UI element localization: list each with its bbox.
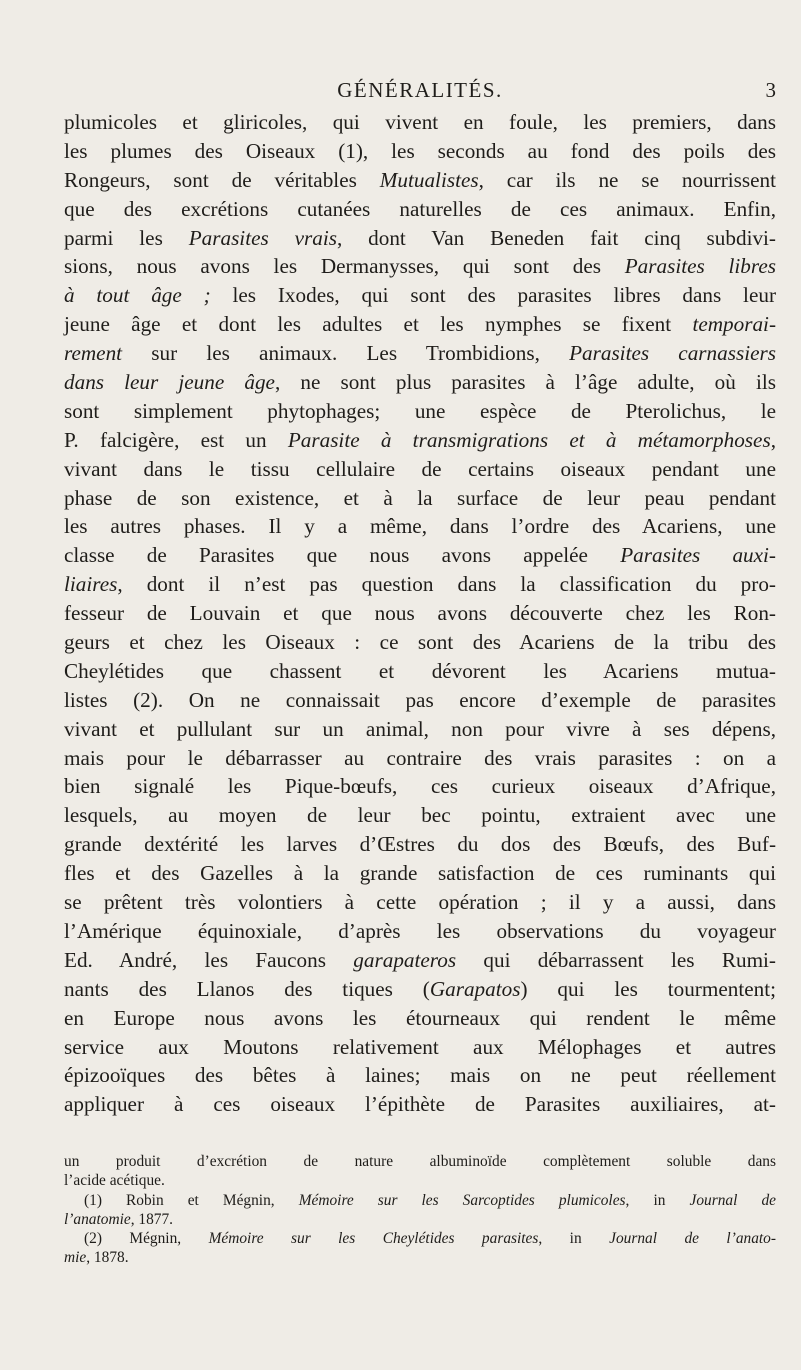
italic-text: Parasites auxi- bbox=[620, 543, 776, 568]
text-segment: Cheylétides que chassent et dévorent les Acariens mutua- bbox=[64, 658, 776, 683]
text-segment: , 1877. bbox=[130, 1210, 174, 1228]
text-segment: épizooïques des bêtes à laines; mais on ne peut réellement bbox=[64, 1063, 776, 1088]
text-line bbox=[64, 368, 776, 397]
page-header bbox=[64, 78, 776, 104]
text-line bbox=[64, 252, 776, 281]
text-line bbox=[64, 310, 776, 339]
italic-text: Garapatos bbox=[429, 976, 521, 1001]
text-line bbox=[64, 975, 776, 1004]
text-line bbox=[64, 137, 776, 166]
text-line bbox=[64, 888, 776, 917]
italic-text: Parasites libres bbox=[624, 254, 776, 279]
text-segment: grande dextérité les larves d’Œstres du dos des Bœufs, des Buf- bbox=[64, 832, 776, 857]
text-segment: P. falcigère, est un bbox=[64, 427, 288, 452]
text-segment: , car ils ne se nourrissent bbox=[478, 167, 777, 192]
text-segment: vivant et pullulant sur un animal, non pour vivre à ses dépens, bbox=[64, 716, 776, 741]
text-line bbox=[64, 166, 776, 195]
italic-text: temporai- bbox=[692, 312, 776, 337]
text-segment: les Ixodes, qui sont des parasites libres dans leur bbox=[210, 283, 776, 308]
text-line bbox=[64, 339, 776, 368]
text-line bbox=[64, 599, 776, 628]
footnotes bbox=[64, 1152, 776, 1268]
text-segment: les plumes des Oiseaux (1), les seconds au fond des poils des bbox=[64, 138, 776, 163]
text-line bbox=[64, 686, 776, 715]
text-segment: jeune âge et dont les adultes et les nymphes se fixent bbox=[64, 312, 693, 337]
text-line bbox=[64, 1004, 776, 1033]
text-segment: un produit d’excrétion de nature albuminoïde complètement soluble dans bbox=[64, 1153, 776, 1170]
text-line bbox=[64, 1090, 776, 1119]
text-line bbox=[64, 744, 776, 773]
main-text bbox=[64, 108, 776, 1119]
text-segment: nants des Llanos des tiques ( bbox=[64, 976, 430, 1001]
text-segment: , in bbox=[538, 1230, 610, 1248]
italic-text: liaires bbox=[64, 572, 118, 597]
text-line bbox=[64, 1061, 776, 1090]
text-segment: geurs et chez les Oiseaux : ce sont des Acariens de la tribu des bbox=[64, 630, 776, 655]
italic-text: Parasite à transmigrations et à métamorphoses bbox=[287, 427, 771, 452]
italic-text: Mémoire sur les Sarcoptides plumicoles bbox=[298, 1191, 626, 1209]
footnote-line bbox=[64, 1210, 776, 1229]
text-segment: que des excrétions cutanées naturelles de ces animaux. Enfin, bbox=[64, 196, 776, 221]
text-segment: les autres phases. Il y a même, dans l’ordre des Acariens, une bbox=[64, 514, 776, 539]
text-segment: l’acide acétique. bbox=[64, 1172, 165, 1190]
text-segment: bien signalé les Pique-bœufs, ces curieux oiseaux d’Afrique, bbox=[64, 774, 776, 799]
text-line bbox=[64, 657, 776, 686]
italic-text: mie bbox=[64, 1249, 87, 1267]
text-line bbox=[64, 801, 776, 830]
italic-text: l’anatomie bbox=[64, 1210, 131, 1228]
text-segment: mais pour le débarrasser au contraire des vrais parasites : on a bbox=[64, 745, 776, 770]
text-segment: l’Amérique équinoxiale, d’après les observations du voyageur bbox=[64, 918, 776, 943]
page-number: 3 bbox=[765, 78, 776, 102]
text-line bbox=[64, 108, 776, 137]
footnote-line bbox=[64, 1229, 776, 1248]
running-title: GÉNÉRALITÉS. bbox=[337, 78, 503, 102]
text-segment: vivant dans le tissu cellulaire de certains oiseaux pendant une bbox=[64, 456, 776, 481]
text-segment: service aux Moutons relativement aux Mélophages et autres bbox=[64, 1034, 776, 1059]
text-segment: parmi les bbox=[64, 225, 189, 250]
italic-text: Mutualistes bbox=[379, 167, 479, 192]
footnote-line bbox=[64, 1191, 776, 1210]
text-line bbox=[64, 772, 776, 801]
text-line bbox=[64, 715, 776, 744]
text-line bbox=[64, 541, 776, 570]
italic-text: Parasites vrais bbox=[188, 225, 337, 250]
text-line bbox=[64, 1033, 776, 1062]
text-segment: , 1878. bbox=[86, 1249, 129, 1267]
text-segment: appliquer à ces oiseaux l’épithète de Parasites auxiliaires, at- bbox=[64, 1092, 776, 1117]
text-line bbox=[64, 281, 776, 310]
text-segment: , bbox=[770, 427, 776, 452]
text-segment: fles et des Gazelles à la grande satisfaction de ces ruminants qui bbox=[64, 861, 776, 886]
text-segment: phase de son existence, et à la surface de leur peau pendant bbox=[64, 485, 776, 510]
italic-text: Parasites carnassiers bbox=[569, 341, 776, 366]
text-line bbox=[64, 859, 776, 888]
text-segment: fesseur de Louvain et que nous avons découverte chez les Ron- bbox=[64, 601, 776, 626]
italic-text: Mémoire sur les Cheylétides parasites bbox=[208, 1230, 539, 1248]
text-line bbox=[64, 455, 776, 484]
text-segment: , dont Van Beneden fait cinq subdivi- bbox=[336, 225, 776, 250]
text-line bbox=[64, 570, 776, 599]
text-segment: (2) Mégnin, bbox=[84, 1230, 209, 1248]
text-segment: ) qui les tourmentent; bbox=[520, 976, 776, 1001]
text-segment: listes (2). On ne connaissait pas encore d’exemple de parasites bbox=[64, 687, 776, 712]
text-line bbox=[64, 830, 776, 859]
italic-text: Journal de l’anato- bbox=[609, 1230, 776, 1248]
text-line bbox=[64, 512, 776, 541]
footnote-line bbox=[64, 1152, 776, 1171]
text-segment: (1) Robin et Mégnin, bbox=[84, 1191, 299, 1209]
footnote-line bbox=[64, 1248, 776, 1267]
text-segment: lesquels, au moyen de leur bec pointu, extraient avec une bbox=[64, 803, 776, 828]
italic-text: garapateros bbox=[353, 947, 457, 972]
text-segment: plumicoles et gliricoles, qui vivent en foule, les premiers, dans bbox=[64, 110, 776, 134]
text-segment: classe de Parasites que nous avons appelée bbox=[64, 543, 621, 568]
text-line bbox=[64, 426, 776, 455]
text-segment: qui débarrassent les Rumi- bbox=[456, 947, 776, 972]
text-segment: sur les animaux. Les Trombidions, bbox=[122, 341, 570, 366]
text-segment: , dont il n’est pas question dans la classification du pro- bbox=[117, 572, 776, 597]
text-segment: en Europe nous avons les étourneaux qui rendent le même bbox=[64, 1005, 776, 1030]
text-segment: , in bbox=[625, 1191, 690, 1209]
text-line bbox=[64, 946, 776, 975]
text-segment: se prêtent très volontiers à cette opération ; il y a aussi, dans bbox=[64, 890, 776, 915]
text-line bbox=[64, 224, 776, 253]
text-segment: sont simplement phytophages; une espèce de Pterolichus, le bbox=[64, 398, 776, 423]
footnote-line bbox=[64, 1171, 776, 1190]
italic-text: à tout âge ; bbox=[64, 283, 211, 308]
text-segment: sions, nous avons les Dermanysses, qui sont des bbox=[64, 254, 625, 279]
text-line bbox=[64, 397, 776, 426]
text-line bbox=[64, 628, 776, 657]
italic-text: Journal de bbox=[689, 1191, 776, 1209]
text-line bbox=[64, 195, 776, 224]
italic-text: rement bbox=[64, 341, 123, 366]
text-line bbox=[64, 917, 776, 946]
text-line bbox=[64, 484, 776, 513]
text-segment: Rongeurs, sont de véritables bbox=[64, 167, 380, 192]
text-segment: , ne sont plus parasites à l’âge adulte, où ils bbox=[274, 370, 776, 395]
italic-text: dans leur jeune âge bbox=[64, 370, 275, 395]
text-segment: Ed. André, les Faucons bbox=[64, 947, 354, 972]
